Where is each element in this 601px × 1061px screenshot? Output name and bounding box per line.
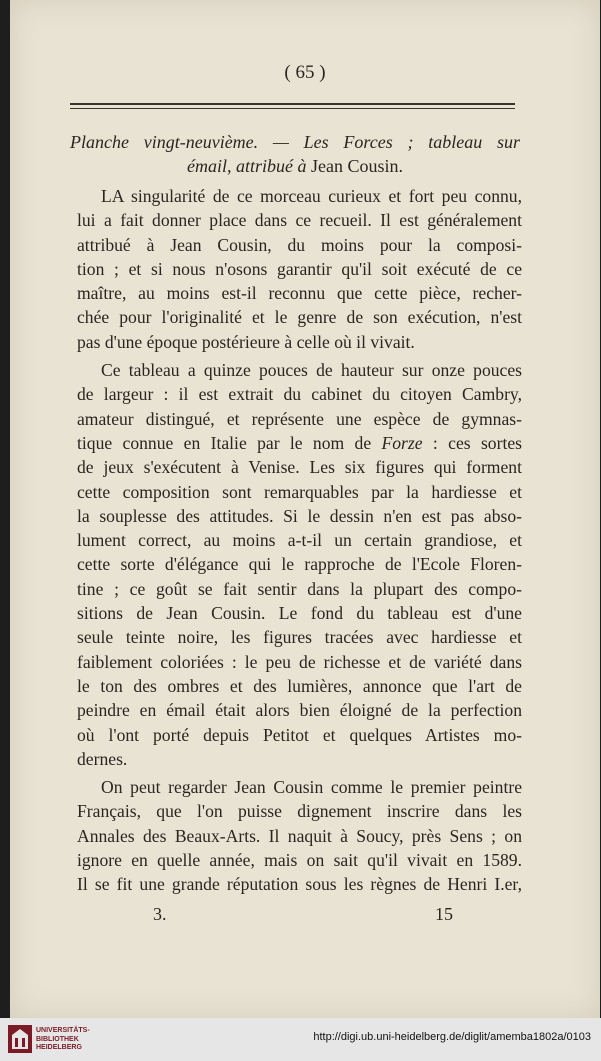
library-name-line: BIBLIOTHEK — [36, 1035, 79, 1043]
text-line: le ton des ombres et des lumières, annonce que l'art de — [77, 675, 522, 696]
body-text — [77, 184, 522, 897]
heading-artist-name: Jean Cousin. — [311, 156, 403, 176]
text-line: tion ; et si nous n'osons garantir qu'il soit exécuté de ce — [77, 258, 522, 279]
text-line: de largeur : il est extrait du cabinet du citoyen Cambry, — [77, 384, 522, 405]
text-line: dernes. — [77, 748, 128, 769]
text-line: faiblement coloriées : le peu de richesse et de variété dans — [77, 651, 522, 672]
text-line: maître, au moins est-il reconnu que cette pièce, recher- — [77, 283, 522, 304]
page-number: ( 65 ) — [284, 62, 326, 83]
text-segment: tique connue en Italie par le nom de — [77, 432, 372, 453]
text-line: sitions de Jean Cousin. Le fond du tableau est d'une — [77, 603, 522, 624]
text-line: lument correct, au moins a-t-il un certain grandiose, et — [77, 530, 522, 551]
library-name-line: HEIDELBERG — [36, 1044, 82, 1051]
text-line: ignore en quelle année, mais on sait qu'il vivait en 1589. — [77, 850, 522, 871]
text-line: lui a fait donner place dans ce recueil. Il est généralement — [77, 210, 522, 231]
text-line: Ce tableau a quinze pouces de hauteur sur onze pouces — [101, 360, 522, 381]
heading-line-2 — [70, 154, 520, 178]
header-rule-thin — [70, 108, 515, 109]
text-line: Il se fit une grande réputation sous les règnes de Henri I.er, — [77, 874, 522, 895]
text-line — [77, 431, 522, 455]
header-rule-thick — [70, 103, 515, 105]
text-line: où l'ont porté depuis Petitot et quelques Artistes mo- — [77, 724, 522, 745]
text-line: cette composition sont remarquables par la hardiesse et — [77, 481, 522, 502]
sheet-number: 15 — [435, 904, 453, 924]
viewer-footer — [0, 1018, 601, 1061]
text-line: amateur distingué, et représente une espèce de gymnas- — [77, 408, 522, 429]
heading-line-1: Planche vingt-neuvième. — Les Forces ; tableau sur — [70, 132, 520, 152]
text-line: de jeux s'exécutent à Venise. Les six figures qui forment — [77, 457, 522, 478]
text-line: LA singularité de ce morceau curieux et fort peu connu, — [101, 186, 522, 206]
text-line: cette sorte d'élégance qui le rapproche de l'Ecole Floren- — [77, 554, 522, 575]
text-line: chée pour l'originalité et le genre de son exécution, n'est — [77, 307, 522, 328]
text-line: Annales des Beaux-Arts. Il naquit à Soucy, près Sens ; on — [77, 825, 522, 846]
text-line: Français, que l'on puisse dignement inscrire dans les — [77, 801, 522, 822]
library-name-line: UNIVERSITÄTS- — [36, 1027, 90, 1034]
text-line: pas d'une époque postérieure à celle où il vivait. — [77, 331, 415, 352]
text-line: seule teinte noire, les figures tracées avec hardiesse et — [77, 627, 522, 648]
permalink-url[interactable]: http://digi.ub.uni-heidelberg.de/diglit/amemba1802a/0103 — [313, 1031, 591, 1043]
library-name — [36, 1027, 146, 1053]
italic-word-forze: Forze — [381, 432, 423, 453]
text-segment: : ces sortes — [432, 432, 522, 453]
text-line: attribué à Jean Cousin, du moins pour la composi- — [77, 234, 522, 255]
document-page — [10, 0, 600, 1018]
text-line: peindre en émail était alors bien éloigné de la perfection — [77, 700, 522, 721]
text-line: la souplesse des attitudes. Si le dessin n'en est pas abso- — [77, 505, 522, 526]
text-line: On peut regarder Jean Cousin comme le premier peintre — [101, 777, 522, 798]
signature-mark: 3. — [153, 904, 167, 924]
university-library-logo-icon — [8, 1025, 32, 1053]
text-line: tine ; ce goût se fait sentir dans la plupart des compo- — [77, 578, 522, 599]
plate-heading — [70, 130, 520, 178]
heading-attribution: émail, attribué à — [187, 156, 307, 176]
